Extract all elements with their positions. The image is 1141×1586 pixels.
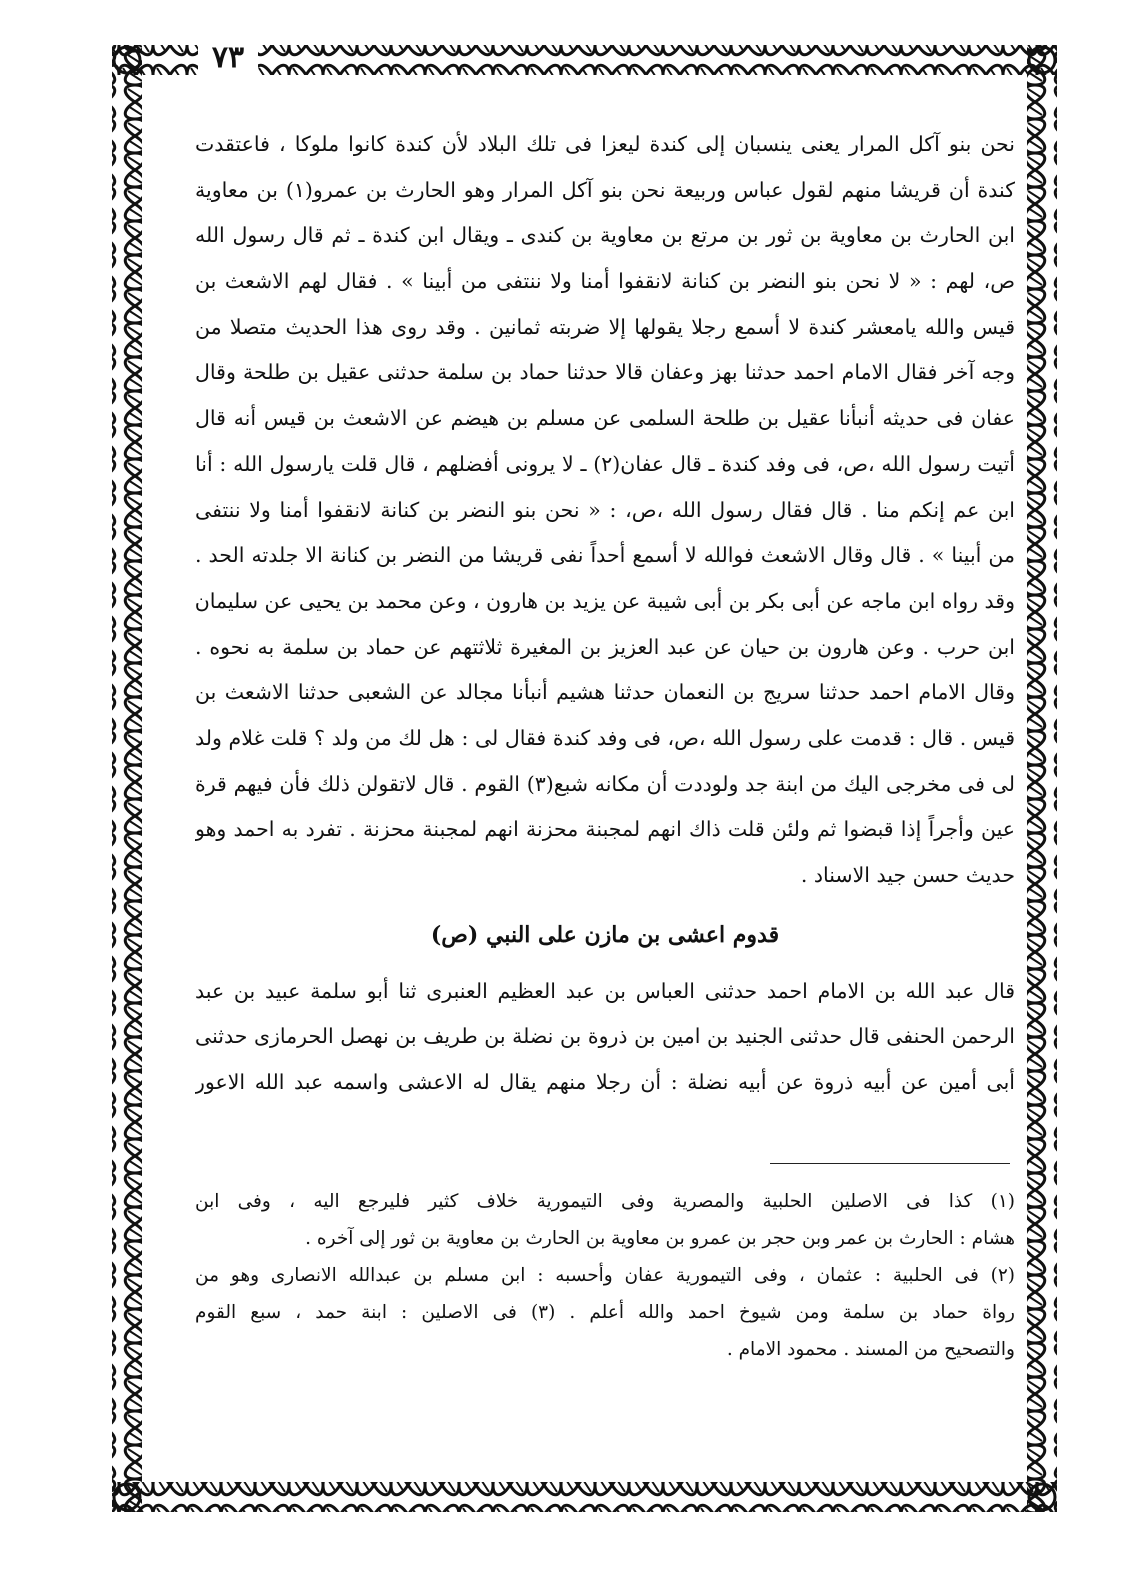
text-line: وقد رواه ابن ماجه عن أبى بكر بن أبى شيبة عن يزيد بن هارون ، وعن محمد بن يحيى عن سليمان — [195, 588, 1015, 613]
text-line: قيس والله يامعشر كندة لا أسمع رجلا يقولها إلا ضربته ثمانين . وقد روى هذا الحديث متصلا من — [195, 314, 1015, 339]
text-line: قال عبد الله بن الامام احمد حدثنى العباس بن عبد العظيم العنبرى ثنا أبو سلمة عبيد بن عبد — [195, 978, 1015, 1003]
text-line: عفان فى حديثه أنبأنا عقيل بن طلحة السلمى عن مسلم بن هيضم عن الاشعث بن قيس أنه قال — [195, 406, 1015, 431]
text-line: وقال الامام احمد حدثنا سريج بن النعمان حدثنا هشيم أنبأنا مجالد عن الشعبى حدثنا الاشعث بن — [195, 680, 1015, 705]
footnote-divider — [770, 1163, 1010, 1164]
text-line: الرحمن الحنفى قال حدثنى الجنيد بن امين بن ذروة بن نضلة بن طريف بن نهصل الحرمازى حدثنى — [195, 1024, 1015, 1049]
text-line: لى فى مخرجى اليك من ابنة جد ولوددت أن مكانه شبع(٣) القوم . قال لاتقولن ذلك فأن فيهم قرة — [195, 771, 1015, 796]
page-number: ٧٣ — [198, 40, 258, 76]
footnote-line: هشام : الحارث بن عمر وبن حجر بن عمرو بن معاوية بن الحارث بن معاوية بن ثور إلى آخره . — [305, 1228, 1015, 1249]
footnotes — [195, 1183, 1015, 1368]
main-text — [195, 122, 1015, 1106]
text-line: ابن حرب . وعن هارون بن حيان عن عبد العزيز بن المغيرة ثلاثتهم عن حماد بن سلمة به نحوه . — [195, 634, 1015, 659]
text-line: ابن عم إنكم منا . قال فقال رسول الله ،ص، : « نحن بنو النضر بن كنانة لانقفوا أمنا ولا ننتفى — [195, 497, 1015, 522]
footnote-line: والتصحيح من المسند . محمود الامام . — [726, 1339, 1015, 1360]
section-text — [195, 969, 1015, 1106]
text-line: حديث حسن جيد الاسناد . — [800, 863, 1015, 887]
text-line: أتيت رسول الله ،ص، فى وفد كندة ـ قال عفان(٢) ـ لا يرونى أفضلهم ، قال قلت يارسول الله : أنا — [195, 451, 1015, 476]
footnote-line: رواة حماد بن سلمة ومن شيوخ احمد والله أعلم . (٣) فى الاصلين : ابنة حمد ، سبع القوم — [195, 1302, 1015, 1323]
text-line: ص، لهم : « لا نحن بنو النضر بن كنانة لانقفوا أمنا ولا ننتفى من أبينا » . فقال لهم الاشعث بن — [195, 269, 1015, 294]
text-line: وجه آخر فقال الامام احمد حدثنا بهز وعفان قالا حدثنا حماد بن سلمة حدثنى عقيل بن طلحة وقال — [195, 360, 1015, 385]
footnote-line: (١) كذا فى الاصلين الحلبية والمصرية وفى التيمورية خلاف كثير فليرجع اليه ، وفى ابن — [195, 1191, 1015, 1212]
text-line: نحن بنو آكل المرار يعنى ينسبان إلى كندة ليعزا فى تلك البلاد لأن كندة كانوا ملوكا ، فاعتقدت — [195, 132, 1015, 156]
text-line: ابن الحارث بن معاوية بن ثور بن مرتع بن معاوية بن كندى ـ ويقال ابن كندة ـ ثم قال رسول الله — [195, 223, 1015, 248]
text-line: قيس . قال : قدمت على رسول الله ،ص، فى وفد كندة فقال لى : هل لك من ولد ؟ قلت غلام ولد — [195, 725, 1015, 750]
text-line: من أبينا » . قال وقال الاشعث فوالله لا أسمع أحداً نفى قريشا من النضر بن كنانة الا جلدته الحد . — [195, 543, 1015, 568]
text-line: أبى أمين عن أبيه ذروة عن أبيه نضلة : أن رجلا منهم يقال له الاعشى واسمه عبد الله الاعور — [195, 1070, 1015, 1095]
section-heading: قدوم اعشى بن مازن على النبي (ص) — [430, 921, 780, 948]
text-line: كندة أن قريشا منهم لقول عباس وربيعة نحن بنو آكل المرار وهو الحارث بن عمرو(١) بن معاوية — [195, 177, 1015, 202]
footnote-line: (٢) فى الحلبية : عثمان ، وفى التيمورية عفان وأحسبه : ابن مسلم بن عبدالله الانصارى وهو من — [195, 1265, 1015, 1286]
text-line: عين وأجراً إذا قبضوا ثم ولئن قلت ذاك انهم لمجبنة محزنة انهم لمجبنة محزنة . تفرد به احمد وهو — [195, 817, 1015, 842]
